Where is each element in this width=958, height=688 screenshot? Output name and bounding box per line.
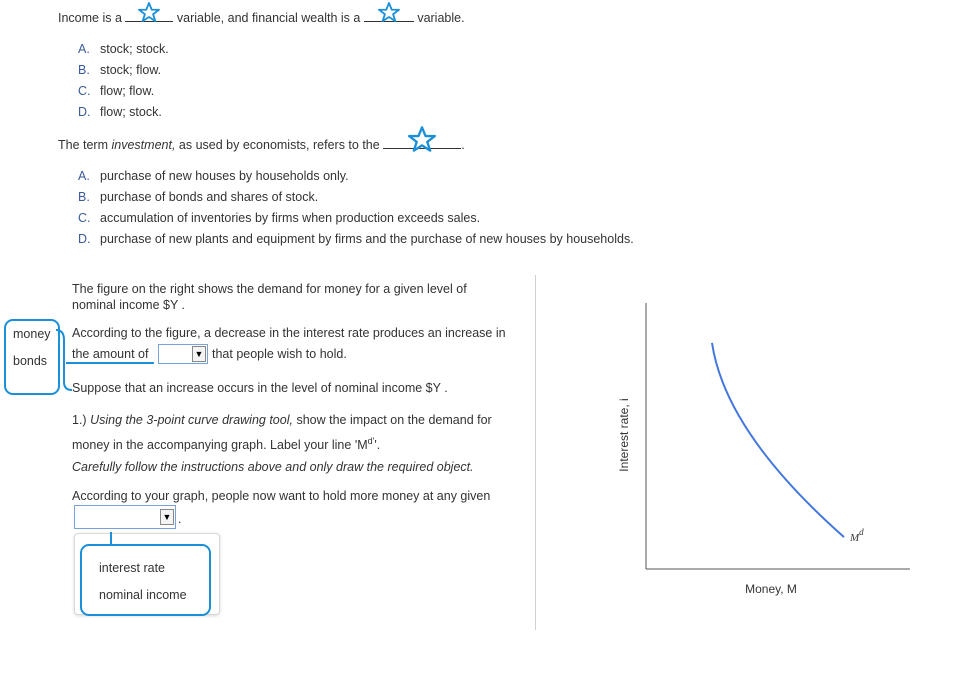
question-2-stem: The term investment, as used by economists, refers to the .: [58, 136, 465, 152]
popup-connector-bottom: [110, 532, 112, 544]
option-c[interactable]: C. flow; flow.: [78, 84, 155, 98]
dropdown-arrow-icon[interactable]: ▼: [160, 509, 174, 525]
option-c[interactable]: C. accumulation of inventories by firms when production exceeds sales.: [78, 211, 481, 225]
star-icon: [378, 2, 400, 22]
option-bonds[interactable]: bonds: [13, 354, 48, 368]
blank-2[interactable]: [364, 9, 414, 22]
question-3-para2-line2: the amount of: [72, 347, 149, 361]
blank-3[interactable]: [383, 136, 461, 149]
question-1-options: [78, 39, 169, 123]
popup-underline: [66, 362, 154, 364]
money-demand-curve: [712, 343, 844, 537]
question-3-para2-suffix: that people wish to hold.: [212, 347, 347, 361]
option-a[interactable]: A. purchase of new houses by households only.: [78, 169, 349, 183]
star-icon: [408, 126, 436, 152]
question-3-para6: According to your graph, people now want to hold more money at any given: [72, 489, 491, 503]
y-axis-label: Interest rate, i: [617, 398, 631, 472]
x-axis-label: Money, M: [745, 582, 797, 596]
money-demand-chart[interactable]: [600, 295, 920, 605]
curve-label: $M^d$: [850, 527, 864, 545]
dropdown-arrow-icon[interactable]: ▼: [192, 346, 206, 362]
option-a[interactable]: A. stock; stock.: [78, 42, 169, 56]
money-type-dropdown[interactable]: [158, 344, 208, 364]
pane-divider: [535, 275, 536, 630]
question-3-instruction: Carefully follow the instructions above and only draw the required object.: [72, 460, 474, 474]
question-3-intro: The figure on the right shows the demand for money for a given level of nominal income $Y .: [72, 282, 467, 312]
question-3-para4: 1.) Using the 3-point curve drawing tool, show the impact on the demand for money in the accompanying graph. Label your line '$M^{d'}$'.: [72, 413, 492, 453]
option-d[interactable]: D. purchase of new plants and equipment by firms and the purchase of new houses by households.: [78, 232, 634, 246]
option-interest-rate[interactable]: interest rate: [99, 561, 166, 575]
given-variable-dropdown[interactable]: [74, 505, 176, 529]
dropdown-options-popup-bottom: [80, 544, 211, 616]
question-2-options: [78, 166, 634, 250]
question-3-para3: Suppose that an increase occurs in the level of nominal income $Y .: [72, 381, 448, 395]
question-1-stem: Income is a variable, and financial wealth is a variable.: [58, 9, 465, 25]
period: .: [178, 512, 182, 526]
option-d[interactable]: D. flow; stock.: [78, 105, 162, 119]
option-b[interactable]: B. purchase of bonds and shares of stock.: [78, 190, 319, 204]
option-nominal-income[interactable]: nominal income: [99, 588, 187, 602]
option-b[interactable]: B. stock; flow.: [78, 63, 162, 77]
dropdown-options-popup-left: [4, 319, 60, 395]
blank-1[interactable]: [125, 9, 173, 22]
question-3-para2-line1: According to the figure, a decrease in the interest rate produces an increase in: [72, 326, 506, 340]
star-icon: [138, 2, 160, 22]
option-money[interactable]: money: [13, 327, 51, 341]
